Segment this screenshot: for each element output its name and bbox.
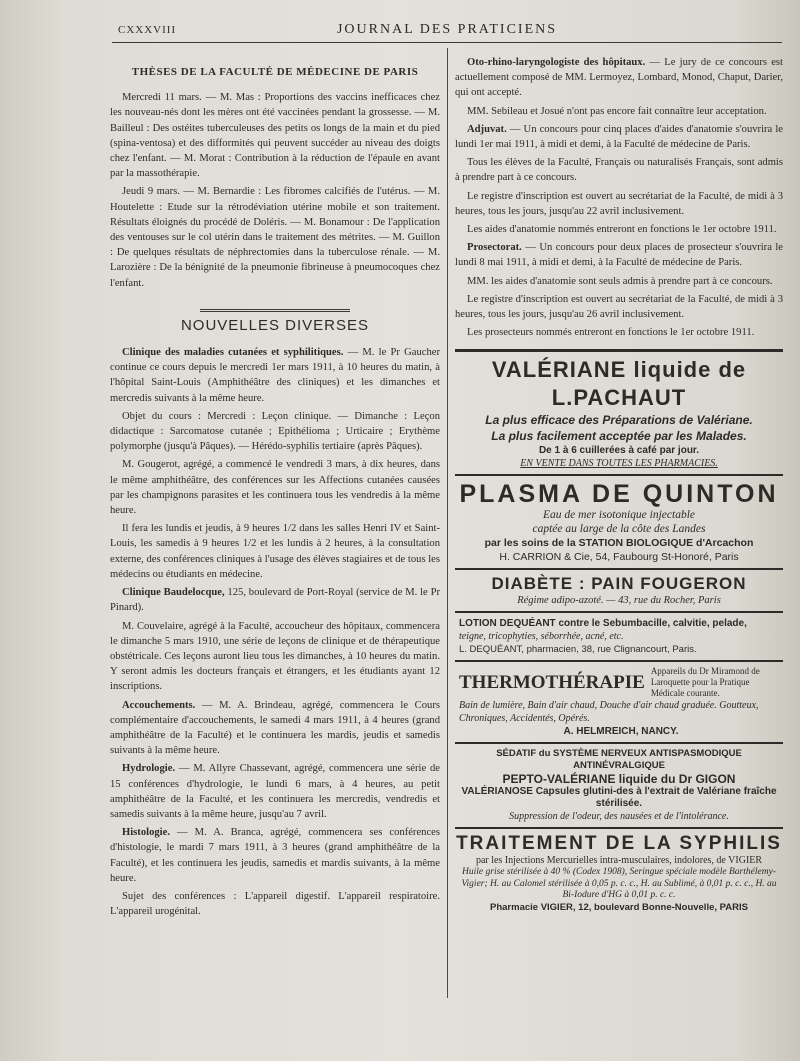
thermo-line-1: Bain de lumière, Bain d'air chaud, Douche d'air chaud graduée. Goutteux, Chroniques, Accidentés, Opérés.	[459, 700, 759, 725]
adjuvat-paragraph-2: Tous les élèves de la Faculté, Français ou naturalisés Français, sont admis à prendre part à ce concours.	[455, 157, 783, 184]
prosectorat-lead: Prosectorat.	[467, 242, 522, 254]
column-divider	[447, 48, 448, 998]
couvelaire-paragraph: M. Couvelaire, agrégé à la Faculté, accoucheur des hôpitaux, commencera le dimanche 5 mars 1910, une série de leçons de clinique et de thérapeutique obstétricale. Ces leçons auront lieu tous les dimanches, à 10 heures du matin. Y seront admis les docteurs français et étrangers, et les étudiants ayant 12 inscriptions.	[110, 620, 440, 693]
syphilis-ad	[455, 827, 783, 918]
syphilis-line-3: Pharmacie VIGIER, 12, boulevard Bonne-Nouvelle, PARIS	[490, 901, 748, 913]
journal-title: JOURNAL DES PRATICIENS	[336, 22, 558, 37]
hydrologie-text: — M. Allyre Chassevant, agrégé, commencera une série de 15 conférences d'hydrologie, le lundi 6 mars, à 4 heures, au petit amphithéâtre de la Faculté, et les continuera les mercredis, vendredis et samedis suivants à la même heure, jusqu'au 7 avril.	[110, 763, 440, 820]
plasma-line-2: captée au large de la côte des Landes	[532, 523, 706, 536]
syphilis-line-1: par les Injections Mercurielles intra-musculaires, indolores, de VIGIER	[475, 855, 763, 867]
adjuvat-lead: Adjuvat.	[467, 123, 507, 135]
sedatif-line-3: VALÉRIANOSE Capsules glutini-des à l'extrait de Valériane fraîche stérilisée.	[461, 786, 777, 810]
lundis-paragraph: Il fera les lundis et jeudis, à 9 heures 1/2 dans les salles Henri IV et Saint-Louis, les samedis à 9 heures 1/2 et les lundis à 2 heures, à la consultation externe, des conférences cliniques à l'usage des élèves stagiaires et de tous les médecins ou étudiants en médecine.	[110, 523, 440, 580]
oto-lead: Oto-rhino-laryngologiste des hôpitaux.	[467, 57, 646, 68]
baudelocque-text: 125, boulevard de Port-Royal (service de M. le Pr Pinard).	[110, 587, 440, 614]
prosectorat-text: — Un concours pour deux places de prosecteur s'ouvrira le lundi 8 mai 1911, à midi et demi, à la Faculté de médecine de Paris.	[455, 242, 783, 269]
plasma-ad	[455, 474, 783, 568]
page-number: CXXXVIII	[118, 24, 177, 36]
oto-paragraph-2: MM. Sebileau et Josué n'ont pas encore fait connaître leur acceptation.	[467, 105, 767, 117]
baudelocque-lead: Clinique Baudelocque,	[122, 587, 225, 599]
adjuvat-paragraph-4: Les aides d'anatomie nommés entreront en fonctions le 1er octobre 1911.	[467, 224, 777, 236]
histologie-lead: Histologie.	[122, 827, 170, 839]
plasma-line-1: Eau de mer isotonique injectable	[542, 509, 696, 522]
plasma-title: PLASMA DE QUINTON	[459, 480, 779, 509]
theses-heading: THÈSES DE LA FACULTÉ DE MÉDECINE DE PARIS	[131, 66, 419, 78]
prosectorat-paragraph	[455, 240, 783, 270]
thermo-side: Appareils du Dr Miramond de Laroquette pour la Pratique Médicale courante.	[650, 666, 760, 699]
adjuvat-text: — Un concours pour cinq places d'aides d'anatomie s'ouvrira le lundi 1er mai 1911, à midi et demi, à la Faculté de médecine de Paris.	[455, 123, 783, 151]
oto-text: — Le jury de ce concours est actuellement composé de MM. Lermoyez, Lombard, Monod, Chaput, Darier, qui ont accepté.	[455, 57, 783, 99]
diabete-line-1: Régime adipo-azoté. — 43, rue du Rocher, Paris	[517, 595, 721, 607]
accouchements-lead: Accouchements.	[122, 699, 196, 711]
clinique-cutanee-lead: Clinique des maladies cutanées et syphilitiques.	[122, 347, 344, 359]
sedatif-line-2: PEPTO-VALÉRIANE liquide du Dr GIGON	[502, 772, 736, 787]
valeriane-line-4: EN VENTE DANS TOUTES LES PHARMACIES.	[520, 458, 718, 470]
syphilis-line-2: Huile grise stérilisée à 40 % (Codex 1908), Seringue spéciale modèle Barthélemy-Vigier; H. au Calomel stérilisée à 0,05 p. c. c., H. au Sublimé, à 0,01 p. c. c., H. au Bi-Iodure d'HG à 0,01 p. c. c.	[461, 867, 777, 901]
adjuvat-paragraph-3: Le registre d'inscription est ouvert au secrétariat de la Faculté, de midi à 3 heures, tous les jours, jusqu'au 22 avril inclusivement.	[455, 190, 783, 217]
accouchements-text: — M. A. Brindeau, agrégé, commencera le Cours complémentaire d'accouchements, le samedi 4 mars 1911, à 4 heures (grand amphithéâtre de la Faculté) et le continuera les mardis, jeudis et samedis suivants à la même heure.	[110, 699, 440, 757]
lotion-line-1: LOTION DEQUÉANT contre le Sebumbacille, calvitie, pelade,	[459, 618, 747, 630]
sujet-paragraph: Sujet des conférences : L'appareil digestif. L'appareil respiratoire. L'appareil urogénital.	[110, 890, 440, 918]
lotion-line-2: teigne, tricophyties, séborrhée, acné, etc.	[459, 631, 624, 643]
objet-cours: Objet du cours : Mercredi : Leçon clinique. — Dimanche : Leçon didactique : Sarcomatose cutanée ; Epithélioma ; Urticaire ; Erythème polymorphe (jusqu'à Pâques). — Hérédo-syphilis tertiaire (après Pâques).	[110, 410, 440, 453]
lotion-line-3: L. DEQUÉANT, pharmacien, 38, rue Clignancourt, Paris.	[459, 644, 697, 656]
theses-thursday: Jeudi 9 mars. — M. Bernardie : Les fibromes calcifiés de l'utérus. — M. Houtelette : Etude sur la rétrodéviation utérine mobile et son traitement. Résultats éloignés du procédé de Doléris. — M. Bonamour : De l'application des ventouses sur le col utérin dans le traitement des métrites. — M. Guillon : De quelques résultats de néphrectomies dans la tuberculose rénale. — M. Larozière : De la bénignité de la pneumonie fibrineuse à pneumocoques chez l'enfant.	[110, 186, 440, 289]
histologie-paragraph	[110, 825, 440, 886]
gougerot-paragraph: M. Gougerot, agrégé, a commencé le vendredi 3 mars, à dix heures, dans le même amphithéâtre, des conférences sur les Affections cutanées causées par les champignons parasites et les continuera tous les vendredis à la même heure.	[110, 459, 440, 517]
theses-wednesday: Mercredi 11 mars. — M. Mas : Proportions des vaccins inefficaces chez les nouveau-nés dont les mères ont été vaccinées pendant la grossesse. — M. Bailleul : Des ostéites tuberculeuses des petits os longs de la main et du pied (spina-ventosa) et des difformités qui peuvent succéder au niveau des doigts chez l'enfant. — M. Morat : Contribution à la réduction de l'épaule en avant par la massothérapie.	[110, 92, 440, 180]
hydrologie-lead: Hydrologie.	[122, 763, 176, 775]
nouvelles-heading: NOUVELLES DIVERSES	[180, 316, 370, 334]
clinique-cutanee-paragraph	[110, 345, 440, 406]
sedatif-line-4: Suppression de l'odeur, des nausées et de l'intolérance.	[509, 811, 729, 823]
prosectorat-paragraph-4: Les prosecteurs nommés entreront en fonctions le 1er octobre 1911.	[467, 327, 755, 339]
valeriane-line-3: De 1 à 6 cuillerées à café par jour.	[538, 445, 700, 457]
oto-paragraph	[455, 55, 783, 101]
hydrologie-paragraph	[110, 761, 440, 822]
left-column	[110, 55, 440, 922]
right-column	[455, 55, 783, 918]
histologie-text: — M. A. Branca, agrégé, commencera ses conférences d'histologie, le mardi 7 mars 1911, à 3 heures (grand amphithéâtre de la Faculté), et les continuera les jeudis, samedis et mardis suivants, à la même heure.	[110, 827, 440, 884]
syphilis-title: TRAITEMENT DE LA SYPHILIS	[456, 833, 782, 855]
baudelocque-paragraph	[110, 585, 440, 615]
valeriane-line-1: La plus efficace des Préparations de Valériane.	[485, 413, 753, 428]
plasma-line-4: H. CARRION & Cie, 54, Faubourg St-Honoré, Paris	[499, 551, 739, 564]
thermo-title: THERMOTHÉRAPIE	[459, 671, 645, 693]
adjuvat-paragraph	[455, 122, 783, 152]
section-rule	[200, 309, 350, 312]
valeriane-title: VALÉRIANE liquide de L.PACHAUT	[491, 357, 747, 411]
valeriane-ad	[455, 349, 783, 474]
sedatif-ad	[455, 742, 783, 827]
valeriane-line-2: La plus facilement acceptée par les Malades.	[491, 429, 747, 444]
thermotherapie-ad	[455, 660, 783, 742]
accouchements-paragraph	[110, 698, 440, 759]
lotion-ad	[455, 611, 783, 660]
page-header	[112, 18, 782, 43]
clinique-cutanee-text: — M. le Pr Gaucher continue ce cours depuis le mercredi 1er mars 1911, à 10 heures du matin, à l'hôpital Saint-Louis (Amphithéâtre des cliniques) et les dimanches et mercredis suivants à la même heure.	[110, 347, 440, 404]
plasma-line-3: par les soins de la STATION BIOLOGIQUE d'Arcachon	[484, 537, 754, 550]
prosectorat-paragraph-3: Le registre d'inscription est ouvert au secrétariat de la Faculté, de midi à 3 heures, tous les jours, jusqu'au 26 avril inclusivement.	[455, 293, 783, 321]
thermo-line-2: A. HELMREICH, NANCY.	[563, 726, 679, 738]
diabete-title: DIABÈTE : PAIN FOUGERON	[491, 574, 747, 594]
sedatif-line-1: SÉDATIF du SYSTÈME NERVEUX ANTISPASMODIQUE ANTINÉVRALGIQUE	[496, 748, 742, 772]
prosectorat-paragraph-2: MM. les aides d'anatomie sont seuls admis à prendre part à ce concours.	[467, 275, 773, 287]
diabete-ad	[455, 568, 783, 611]
